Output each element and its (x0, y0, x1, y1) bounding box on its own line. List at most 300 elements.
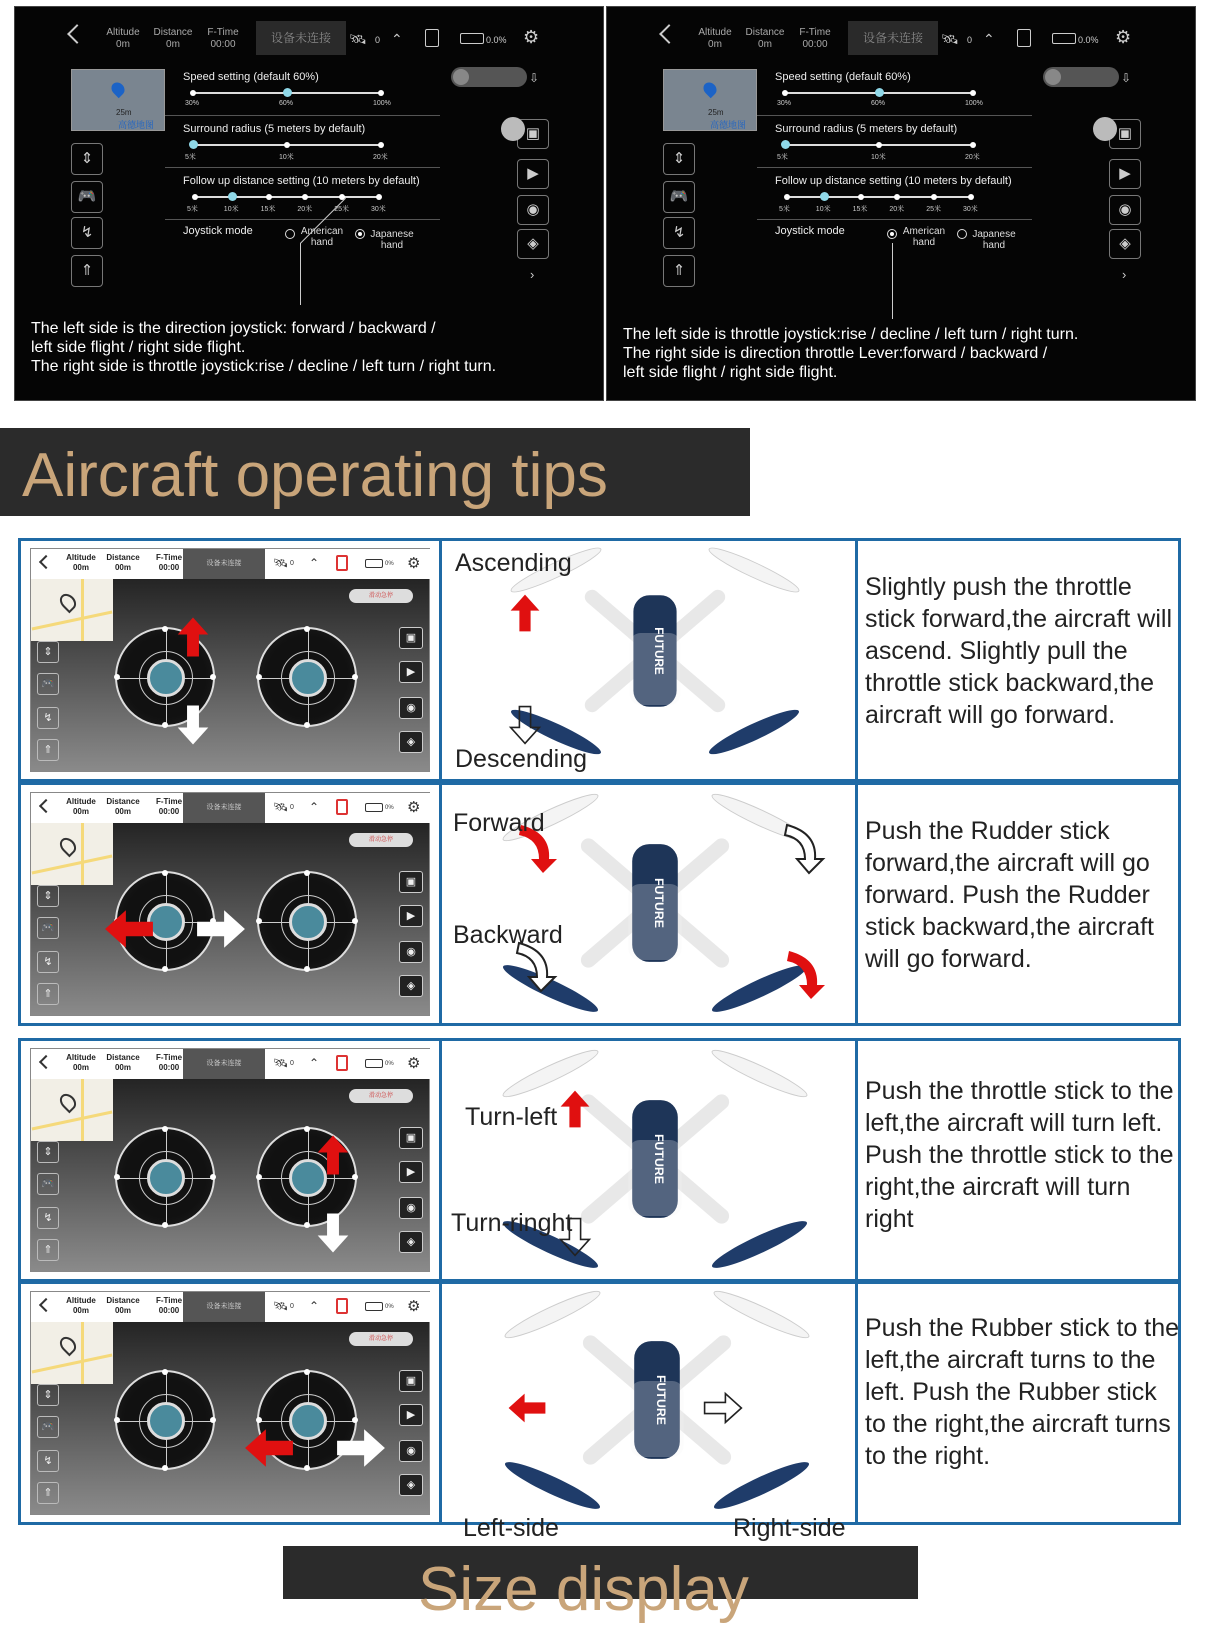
stat (61, 553, 101, 573)
joystick-knob[interactable] (289, 903, 327, 941)
slider-stop[interactable] (284, 142, 290, 148)
joystick-cap (210, 674, 216, 680)
slider-thumb[interactable] (228, 192, 237, 201)
divider (165, 219, 440, 220)
tip-description: Slightly push the throttle stick forward,the aircraft will ascend. Slightly pull the throttle stick backward,the aircraft will go forward. (865, 573, 1173, 729)
slider-tick-label: 25米 (334, 206, 349, 213)
outline-right-arrow-icon (695, 1388, 751, 1433)
white-right-arrow-icon (335, 1422, 387, 1479)
battery-icon (365, 1302, 383, 1311)
satellite-icon: 🛰 (941, 31, 959, 47)
slider-stop[interactable] (302, 194, 308, 200)
slider-stop[interactable] (876, 142, 882, 148)
gamepad-icon[interactable]: 🎮 (663, 181, 695, 213)
mini-map[interactable] (31, 823, 113, 885)
slider-stop[interactable] (931, 194, 937, 200)
stat (103, 797, 143, 817)
joystick-cap (256, 918, 262, 924)
toggle-knob (1045, 69, 1061, 85)
slider-stop[interactable] (970, 90, 976, 96)
slider-thumb[interactable] (189, 140, 198, 149)
map-road (32, 611, 113, 631)
stat-label: Altitude (66, 1296, 96, 1305)
bottom-title: Size display (418, 1555, 749, 1624)
gallery-icon[interactable]: ▣ (399, 627, 423, 649)
map-pin-icon (701, 80, 719, 98)
divider (757, 219, 1032, 220)
american-hand-label: American hand (300, 226, 344, 248)
american-hand-radio[interactable] (887, 229, 897, 239)
stat-value: 00m (72, 1063, 89, 1072)
slider-stop[interactable] (192, 194, 198, 200)
gear-icon[interactable]: ⚙ (1115, 27, 1132, 47)
map-scale: 25m (116, 108, 132, 117)
flip-icon[interactable]: ↯ (37, 707, 59, 729)
caption-line: The right side is direction throttle Lever:forward / backward / (623, 345, 1048, 362)
setting-slider[interactable] (185, 144, 388, 161)
drone-brand: FUTURE (652, 877, 666, 929)
gallery-icon[interactable]: ▣ (517, 119, 549, 149)
takeoff-icon[interactable]: ⌃ (309, 800, 320, 814)
settings-panel (14, 6, 604, 401)
back-icon[interactable] (659, 24, 679, 44)
drone-image (445, 1041, 859, 1279)
stat-f-time (201, 27, 245, 51)
gear-icon[interactable]: ⚙ (407, 555, 421, 572)
emergency-stop-toggle[interactable]: 滑动急停 (349, 589, 413, 603)
tip-row (18, 1281, 1181, 1542)
battery-icon (460, 33, 484, 44)
tip-description: Push the throttle stick to the left,the aircraft will turn left. Push the throttle stick to the right,the aircraft will turn right (865, 1077, 1174, 1233)
connection-status: 设备未连接 (183, 549, 265, 579)
battery-level: 0.0% (1078, 35, 1099, 45)
headless-mode-icon[interactable]: ◈ (399, 731, 423, 753)
setting-slider[interactable] (187, 196, 386, 213)
stat-label: F-Time (207, 27, 239, 38)
stat-label: Altitude (106, 27, 140, 38)
connection-status: 设备未连接 (256, 21, 346, 55)
record-dot (1093, 117, 1117, 141)
headless-mode-icon[interactable]: ◈ (399, 975, 423, 997)
gallery-icon[interactable]: ▣ (399, 1370, 423, 1392)
setting-slider[interactable] (185, 92, 391, 107)
slider-tick-label: 20米 (373, 154, 388, 161)
satellite-count: 0 (290, 560, 294, 567)
map-road (32, 1111, 113, 1131)
caption-line: left side flight / right side flight. (623, 364, 838, 381)
slider-tick-label: 25米 (926, 206, 941, 213)
american-hand-label: American hand (902, 226, 946, 248)
battery-level: 0.0% (486, 35, 507, 45)
map-scale: 25m (708, 108, 724, 117)
red-up-arrow-icon (176, 611, 210, 668)
caption-line: The right side is throttle joystick:rise / decline / left turn / right turn. (31, 358, 497, 375)
slider-tick-label: 15米 (852, 206, 868, 213)
stat (103, 1053, 143, 1073)
slider-stop[interactable] (858, 194, 864, 200)
slider-tick-label: 20米 (889, 206, 905, 213)
gallery-icon[interactable]: ▣ (399, 1127, 423, 1149)
emergency-stop-toggle[interactable]: 滑动急停 (349, 833, 413, 847)
takeoff-land-icon[interactable]: ⇑ (71, 255, 103, 287)
download-icon[interactable]: ⇩ (1121, 71, 1132, 85)
joystick-cap (114, 1174, 120, 1180)
slider-tick-label: 20米 (965, 154, 980, 161)
map-pin-icon (57, 1091, 80, 1114)
joystick-cap (162, 1369, 168, 1375)
joystick-cap (114, 674, 120, 680)
joystick-knob[interactable] (147, 1402, 185, 1440)
map-road (81, 823, 84, 885)
gallery-icon[interactable]: ▣ (1109, 119, 1141, 149)
slider-stop[interactable] (190, 90, 196, 96)
slider-tick-label: 5米 (779, 206, 790, 213)
stat (61, 1053, 101, 1073)
joystick-cap (210, 1417, 216, 1423)
takeoff-icon[interactable]: ⌃ (309, 556, 320, 570)
joystick-cap (162, 966, 168, 972)
joystick-cap (162, 722, 168, 728)
japanese-hand-label: Japanese hand (972, 229, 1016, 251)
setting-label: Speed setting (default 60%) (183, 71, 319, 83)
connection-status: 设备未连接 (848, 21, 938, 55)
right-joystick[interactable] (257, 871, 357, 971)
divider (757, 167, 1032, 168)
takeoff-icon[interactable]: ⌃ (309, 1056, 320, 1070)
stat-value: 00m (114, 1306, 131, 1315)
battery-icon (365, 1059, 383, 1068)
gamepad-icon[interactable]: 🎮 (37, 1416, 59, 1438)
sdcard-icon (1017, 29, 1031, 47)
caption-line: The left side is the direction joystick: forward / backward / (31, 320, 436, 337)
joystick-cap (256, 1174, 262, 1180)
takeoff-land-icon[interactable]: ⇑ (37, 1482, 59, 1504)
slider-stop[interactable] (378, 90, 384, 96)
takeoff-land-icon[interactable]: ⇑ (37, 1239, 59, 1261)
white-down-arrow-icon (316, 1207, 350, 1264)
red-left-arrow-icon (103, 903, 155, 960)
download-icon[interactable]: ⇩ (529, 71, 540, 85)
drone-picture (445, 1041, 859, 1279)
back-icon[interactable] (67, 24, 87, 44)
slider-thumb[interactable] (283, 88, 292, 97)
red-up-arrow-icon (316, 1129, 350, 1186)
slider-stop[interactable] (266, 194, 272, 200)
slider-tick-label: 100% (965, 100, 983, 107)
sdcard-icon (336, 799, 348, 815)
slider-stop[interactable] (784, 194, 790, 200)
direction-label: Turn-ringht (451, 1209, 573, 1237)
pointer-line (892, 243, 893, 319)
flip-icon[interactable]: ↯ (71, 217, 103, 249)
stat-value: 0m (116, 39, 130, 50)
joystick-cap (162, 626, 168, 632)
joystick-knob[interactable] (289, 659, 327, 697)
slider-tick-label: 30% (185, 100, 200, 107)
stat-value: 00m (114, 1063, 131, 1072)
headless-mode-icon[interactable]: ◈ (1109, 229, 1141, 259)
stat-label: Altitude (698, 27, 732, 38)
map-pin-icon (57, 1334, 80, 1357)
video-icon[interactable]: ▶ (517, 159, 549, 189)
slider-tick-label: 30米 (371, 206, 386, 213)
settings-panel (606, 6, 1196, 401)
satellite-icon: 🛰 (273, 1299, 289, 1313)
bottom-title-bar (283, 1546, 918, 1624)
stat-value: 00:00 (158, 807, 180, 816)
slider-tick-label: 10米 (871, 154, 886, 161)
connection-status: 设备未连接 (183, 1292, 265, 1322)
map-road (32, 1354, 113, 1374)
stat-distance (151, 27, 195, 51)
joystick-cap (304, 1465, 310, 1471)
gamepad-icon[interactable]: 🎮 (37, 673, 59, 695)
battery-icon (365, 803, 383, 812)
gamepad-icon[interactable]: 🎮 (71, 181, 103, 213)
video-icon[interactable]: ▶ (399, 1404, 423, 1426)
slider-stop[interactable] (378, 142, 384, 148)
takeoff-land-icon[interactable]: ⇑ (663, 255, 695, 287)
direction-label: Left-side (463, 1514, 559, 1542)
slider-stop[interactable] (968, 194, 974, 200)
sdcard-icon (336, 1055, 348, 1071)
stat-label: Distance (153, 27, 193, 38)
joystick-cap (304, 1126, 310, 1132)
app-screen (30, 1048, 430, 1272)
altitude-hold-icon[interactable]: ⇕ (37, 641, 59, 663)
slider-thumb[interactable] (875, 88, 884, 97)
right-joystick[interactable] (257, 627, 357, 727)
gear-icon[interactable]: ⚙ (407, 1298, 421, 1315)
emergency-stop-toggle[interactable]: 滑动急停 (349, 1332, 413, 1346)
gear-icon[interactable]: ⚙ (523, 27, 540, 47)
slider-stop[interactable] (894, 194, 900, 200)
altitude-hold-icon[interactable]: ⇕ (37, 1384, 59, 1406)
map-brand: 高德地图 (710, 120, 747, 130)
mini-map[interactable] (31, 1079, 113, 1141)
setting-slider[interactable] (777, 92, 983, 107)
gamepad-icon[interactable]: 🎮 (37, 1173, 59, 1195)
sdcard-icon (336, 555, 348, 571)
gamepad-icon[interactable]: 🎮 (37, 917, 59, 939)
stat-value: 00m (72, 563, 89, 572)
drone-picture (445, 785, 859, 1023)
emergency-stop-toggle[interactable] (451, 67, 527, 87)
flip-icon[interactable]: ↯ (37, 1450, 59, 1472)
direction-label: Turn-left (465, 1103, 558, 1131)
stat-label: Distance (106, 1053, 140, 1062)
caption-line: left side flight / right side flight. (31, 339, 246, 356)
slider-tick-label: 5米 (185, 154, 196, 161)
battery-icon (1052, 33, 1076, 44)
joystick-cap (162, 1222, 168, 1228)
flip-icon[interactable]: ↯ (37, 951, 59, 973)
altitude-hold-icon[interactable]: ⇕ (37, 885, 59, 907)
takeoff-icon[interactable]: ⌃ (391, 31, 403, 47)
cell-divider (439, 541, 442, 779)
drone-brand: FUTURE (652, 1133, 666, 1185)
japanese-hand-radio[interactable] (355, 229, 365, 239)
camera-icon[interactable]: ◉ (399, 1197, 423, 1219)
map-road (32, 855, 113, 875)
stat-f-time (793, 27, 837, 51)
slider-thumb[interactable] (781, 140, 790, 149)
sdcard-icon (425, 29, 439, 47)
map-pin-icon (109, 80, 127, 98)
slider-tick-label: 10米 (279, 154, 294, 161)
stat-value: 00:00 (158, 563, 180, 572)
stat-label: Altitude (66, 553, 96, 562)
sdcard-icon (336, 1298, 348, 1314)
connection-status: 设备未连接 (183, 1049, 265, 1079)
map-pin-icon (57, 835, 80, 858)
camera-icon[interactable]: ◉ (399, 697, 423, 719)
video-icon[interactable]: ▶ (1109, 159, 1141, 189)
slider-stop[interactable] (376, 194, 382, 200)
mini-map[interactable] (31, 1322, 113, 1384)
connection-status: 设备未连接 (183, 793, 265, 823)
mini-map[interactable] (71, 69, 165, 131)
red-up-arrow-icon (509, 585, 541, 646)
left-joystick[interactable] (115, 1370, 215, 1470)
setting-slider[interactable] (777, 144, 980, 161)
tip-row (18, 538, 1181, 782)
headless-mode-icon[interactable]: ◈ (399, 1231, 423, 1253)
white-right-arrow-icon (195, 903, 247, 960)
satellite-count: 0 (967, 35, 973, 45)
stat (61, 797, 101, 817)
mini-map[interactable] (663, 69, 757, 131)
takeoff-land-icon[interactable]: ⇑ (37, 739, 59, 761)
direction-label: Backward (453, 921, 563, 949)
battery-level: 0% (385, 1061, 394, 1067)
drone-brand: FUTURE (652, 627, 665, 675)
satellite-count: 0 (290, 804, 294, 811)
emergency-stop-toggle[interactable]: 滑动急停 (349, 1089, 413, 1103)
stat-label: F-Time (799, 27, 831, 38)
chevron-right-icon[interactable]: › (1122, 267, 1127, 282)
direction-label: Descending (455, 745, 588, 773)
outline-curved-arrow-icon (779, 819, 827, 880)
satellite-count: 0 (290, 1060, 294, 1067)
divider (165, 167, 440, 168)
satellite-count: 0 (290, 1303, 294, 1310)
stat-value: 0m (758, 39, 772, 50)
flip-icon[interactable]: ↯ (663, 217, 695, 249)
tip-description: Push the Rudder stick forward,the aircraft will go forward. Push the Rudder stick backward,the aircraft will go forward. (865, 817, 1154, 973)
takeoff-land-icon[interactable]: ⇑ (37, 983, 59, 1005)
japanese-hand-radio[interactable] (957, 229, 967, 239)
video-icon[interactable]: ▶ (399, 661, 423, 683)
joystick-cap (162, 1465, 168, 1471)
stat-value: 00:00 (158, 1063, 180, 1072)
joystick-cap (210, 1174, 216, 1180)
headless-mode-icon[interactable]: ◈ (399, 1474, 423, 1496)
satellite-icon: 🛰 (273, 1056, 289, 1070)
camera-icon[interactable]: ◉ (399, 941, 423, 963)
map-road (81, 579, 84, 641)
headless-mode-icon[interactable]: ◈ (517, 229, 549, 259)
joystick-knob[interactable] (147, 1159, 185, 1197)
mini-map[interactable] (31, 579, 113, 641)
gear-icon[interactable]: ⚙ (407, 799, 421, 816)
joystick-cap (352, 918, 358, 924)
gear-icon[interactable]: ⚙ (407, 1055, 421, 1072)
slider-stop[interactable] (970, 142, 976, 148)
left-joystick[interactable] (115, 1127, 215, 1227)
flip-icon[interactable]: ↯ (37, 1207, 59, 1229)
video-icon[interactable]: ▶ (399, 1161, 423, 1183)
toggle-knob (453, 69, 469, 85)
joystick-cap (352, 674, 358, 680)
stat-value: 00:00 (802, 39, 828, 50)
american-hand-radio[interactable] (285, 229, 295, 239)
slider-tick-label: 60% (871, 100, 886, 107)
takeoff-icon[interactable]: ⌃ (983, 31, 995, 47)
gallery-icon[interactable]: ▣ (399, 871, 423, 893)
direction-label: Right-side (733, 1514, 846, 1542)
joystick-cap (304, 626, 310, 632)
direction-label: Forward (453, 809, 545, 837)
joystick-cap (304, 966, 310, 972)
red-left-arrow-icon (243, 1422, 295, 1479)
satellite-icon: 🛰 (349, 31, 367, 47)
stat-label: Distance (745, 27, 785, 38)
joystick-cap (304, 1369, 310, 1375)
tip-row (18, 782, 1181, 1026)
cell-divider (439, 785, 442, 1023)
red-left-arrow-icon (499, 1388, 555, 1433)
slider-tick-label: 5米 (777, 154, 788, 161)
tip-description: Push the Rubber stick to the left,the aircraft turns to the left. Push the Rubber stick to the right,the aircraft turns to the right. (865, 1314, 1180, 1470)
slider-thumb[interactable] (820, 192, 829, 201)
slider-tick-label: 30% (777, 100, 792, 107)
altitude-hold-icon[interactable]: ⇕ (663, 143, 695, 175)
stat-label: F-Time (155, 797, 183, 806)
stat-label: F-Time (155, 1053, 183, 1062)
camera-icon[interactable]: ◉ (399, 1440, 423, 1462)
setting-label: Follow up distance setting (10 meters by default) (183, 175, 420, 187)
takeoff-icon[interactable]: ⌃ (309, 1299, 320, 1313)
stat-value: 00m (72, 1306, 89, 1315)
chevron-right-icon[interactable]: › (530, 267, 535, 282)
map-pin-icon (57, 591, 80, 614)
altitude-hold-icon[interactable]: ⇕ (71, 143, 103, 175)
camera-icon[interactable]: ◉ (517, 195, 549, 225)
slider-tick-label: 20米 (297, 206, 313, 213)
record-dot (501, 117, 525, 141)
altitude-hold-icon[interactable]: ⇕ (37, 1141, 59, 1163)
slider-tick-label: 10米 (815, 206, 831, 213)
stat (103, 553, 143, 573)
emergency-stop-toggle[interactable] (1043, 67, 1119, 87)
stat-value: 00:00 (210, 39, 236, 50)
battery-level: 0% (385, 805, 394, 811)
video-icon[interactable]: ▶ (399, 905, 423, 927)
joystick-cap (352, 1174, 358, 1180)
stat-altitude (101, 27, 145, 51)
setting-slider[interactable] (779, 196, 978, 213)
stat-label: Distance (106, 553, 140, 562)
setting-label: Speed setting (default 60%) (775, 71, 911, 83)
white-down-arrow-icon (176, 699, 210, 756)
section-title-bar (0, 428, 750, 516)
pointer-line (300, 243, 301, 305)
joystick-cap (162, 870, 168, 876)
camera-icon[interactable]: ◉ (1109, 195, 1141, 225)
stat-label: Distance (106, 1296, 140, 1305)
slider-stop[interactable] (782, 90, 788, 96)
